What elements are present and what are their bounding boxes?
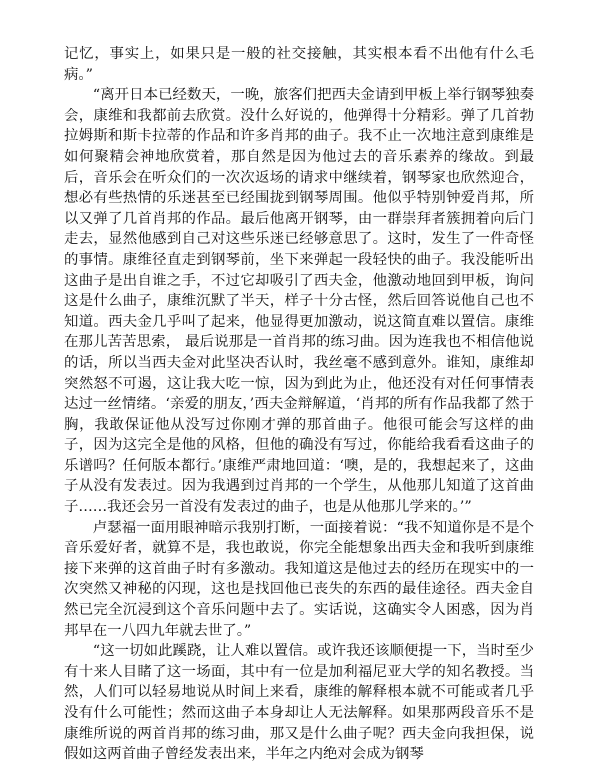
- paragraph-continuation: 记忆，事实上，如果只是一般的社交接触，其实根本看不出他有什么毛病。”: [64, 46, 534, 83]
- document-page: [64, 44, 534, 765]
- paragraph-mystery-music: “这一切如此蹊跷，让人难以置信。或许我还该顺便提一下，当时至少有十来人目睹了这一场面，其中有一位是加利福尼亚大学的知名教授。当然，人们可以轻易地说从时间上来看，康维的解释根本就不可能或者几乎没有什么可能性；然而这曲子本身却让人无法解释。如果那两段音乐不是康维所说的两首肖邦的练习曲，那又是什么曲子呢？西夫金向我担保，说假如这两首曲子曾经发表出来，半年之内绝对会成为钢琴: [64, 643, 534, 763]
- paragraph-piano-recital: “离开日本已经数天，一晚，旅客们把西夫金请到甲板上举行钢琴独奏会，康维和我都前去欣赏。没什么好说的，他弹得十分精彩。弹了几首勃拉姆斯和斯卡拉蒂的作品和许多肖邦的曲子。我不止一次地注意到康维是如何聚精会神地欣赏着，那自然是因为他过去的音乐素养的缘故。到最后，音乐会在听众们的一次次返场的请求中继续着，钢琴家也欣然迎合，想必有些热情的乐迷甚至已经围拢到钢琴周围。他似乎特别钟爱肖邦，所以又弹了几首肖邦的作品。最后他离开钢琴，由一群崇拜者簇拥着向后门走去，显然他感到自己对这些乐迷已经够意思了。这时，发生了一件奇怪的事情。康维径直走到钢琴前，坐下来弹起一段轻快的曲子。我没能听出这曲子是出自谁之手，不过它却吸引了西夫金，他激动地回到甲板，询问这是什么曲子，康维沉默了半天，样子十分古怪，然后回答说他自己也不知道。西夫金几乎叫了起来，他显得更加激动，说这简直难以置信。康维在那儿苦苦思索， 最后说那是一首肖邦的练习曲。因为连我也不相信他说的话，所以当西夫金对此坚决否认时，我丝毫不感到意外。谁知，康维却突然怒不可遏，这让我大吃一惊，因为到此为止，他还没有对任何事情表达过一丝情绪。‘亲爱的朋友，’西夫金辩解道，‘肖邦的所有作品我都了然于胸，我敢保证他从没写过你刚才弹的那首曲子。他很可能会写这样的曲子，因为这完全是他的风格，但他的确没有写过，你能给我看看这曲子的乐谱吗？任何版本都行。’康维严肃地回道：‘噢，是的，我想起来了，这曲子从没有发表过。因为我遇到过肖邦的一个学生，从他那儿知道了这首曲子……我还会另一首没有发表过的曲子，也是从他那儿学来的。’”: [64, 87, 534, 516]
- paragraph-rutherford-remarks: 卢瑟福一面用眼神暗示我别打断，一面接着说：“我不知道你是不是个音乐爱好者，就算不是，我也敢说，你完全能想象出西夫金和我听到康维接下来弹的这首曲子时有多激动。我知道这是他过去的经历在现实中的一次突然又神秘的闪现，这也是找回他已丧失的东西的最佳途径。西夫金自然已完全沉浸到这个音乐问题中去了。实话说，这确实令人困惑，因为肖邦早在一八四九年就去世了。”: [64, 519, 534, 639]
